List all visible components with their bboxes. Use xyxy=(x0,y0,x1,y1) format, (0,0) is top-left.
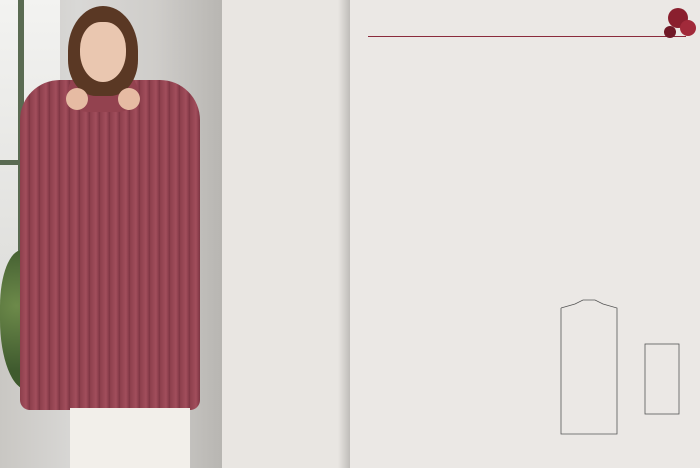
crochet-chart xyxy=(372,273,522,451)
berry-icon xyxy=(660,2,696,42)
sweater xyxy=(20,80,200,410)
model-photo xyxy=(0,0,222,468)
size-schematic xyxy=(555,284,695,454)
face xyxy=(80,22,126,82)
material-block xyxy=(229,108,342,119)
instructions-col-3 xyxy=(590,54,690,57)
instructions-col-2 xyxy=(479,54,583,57)
page-header xyxy=(368,14,686,48)
symbol-legend xyxy=(229,226,343,229)
instructions-col-1 xyxy=(372,54,472,57)
